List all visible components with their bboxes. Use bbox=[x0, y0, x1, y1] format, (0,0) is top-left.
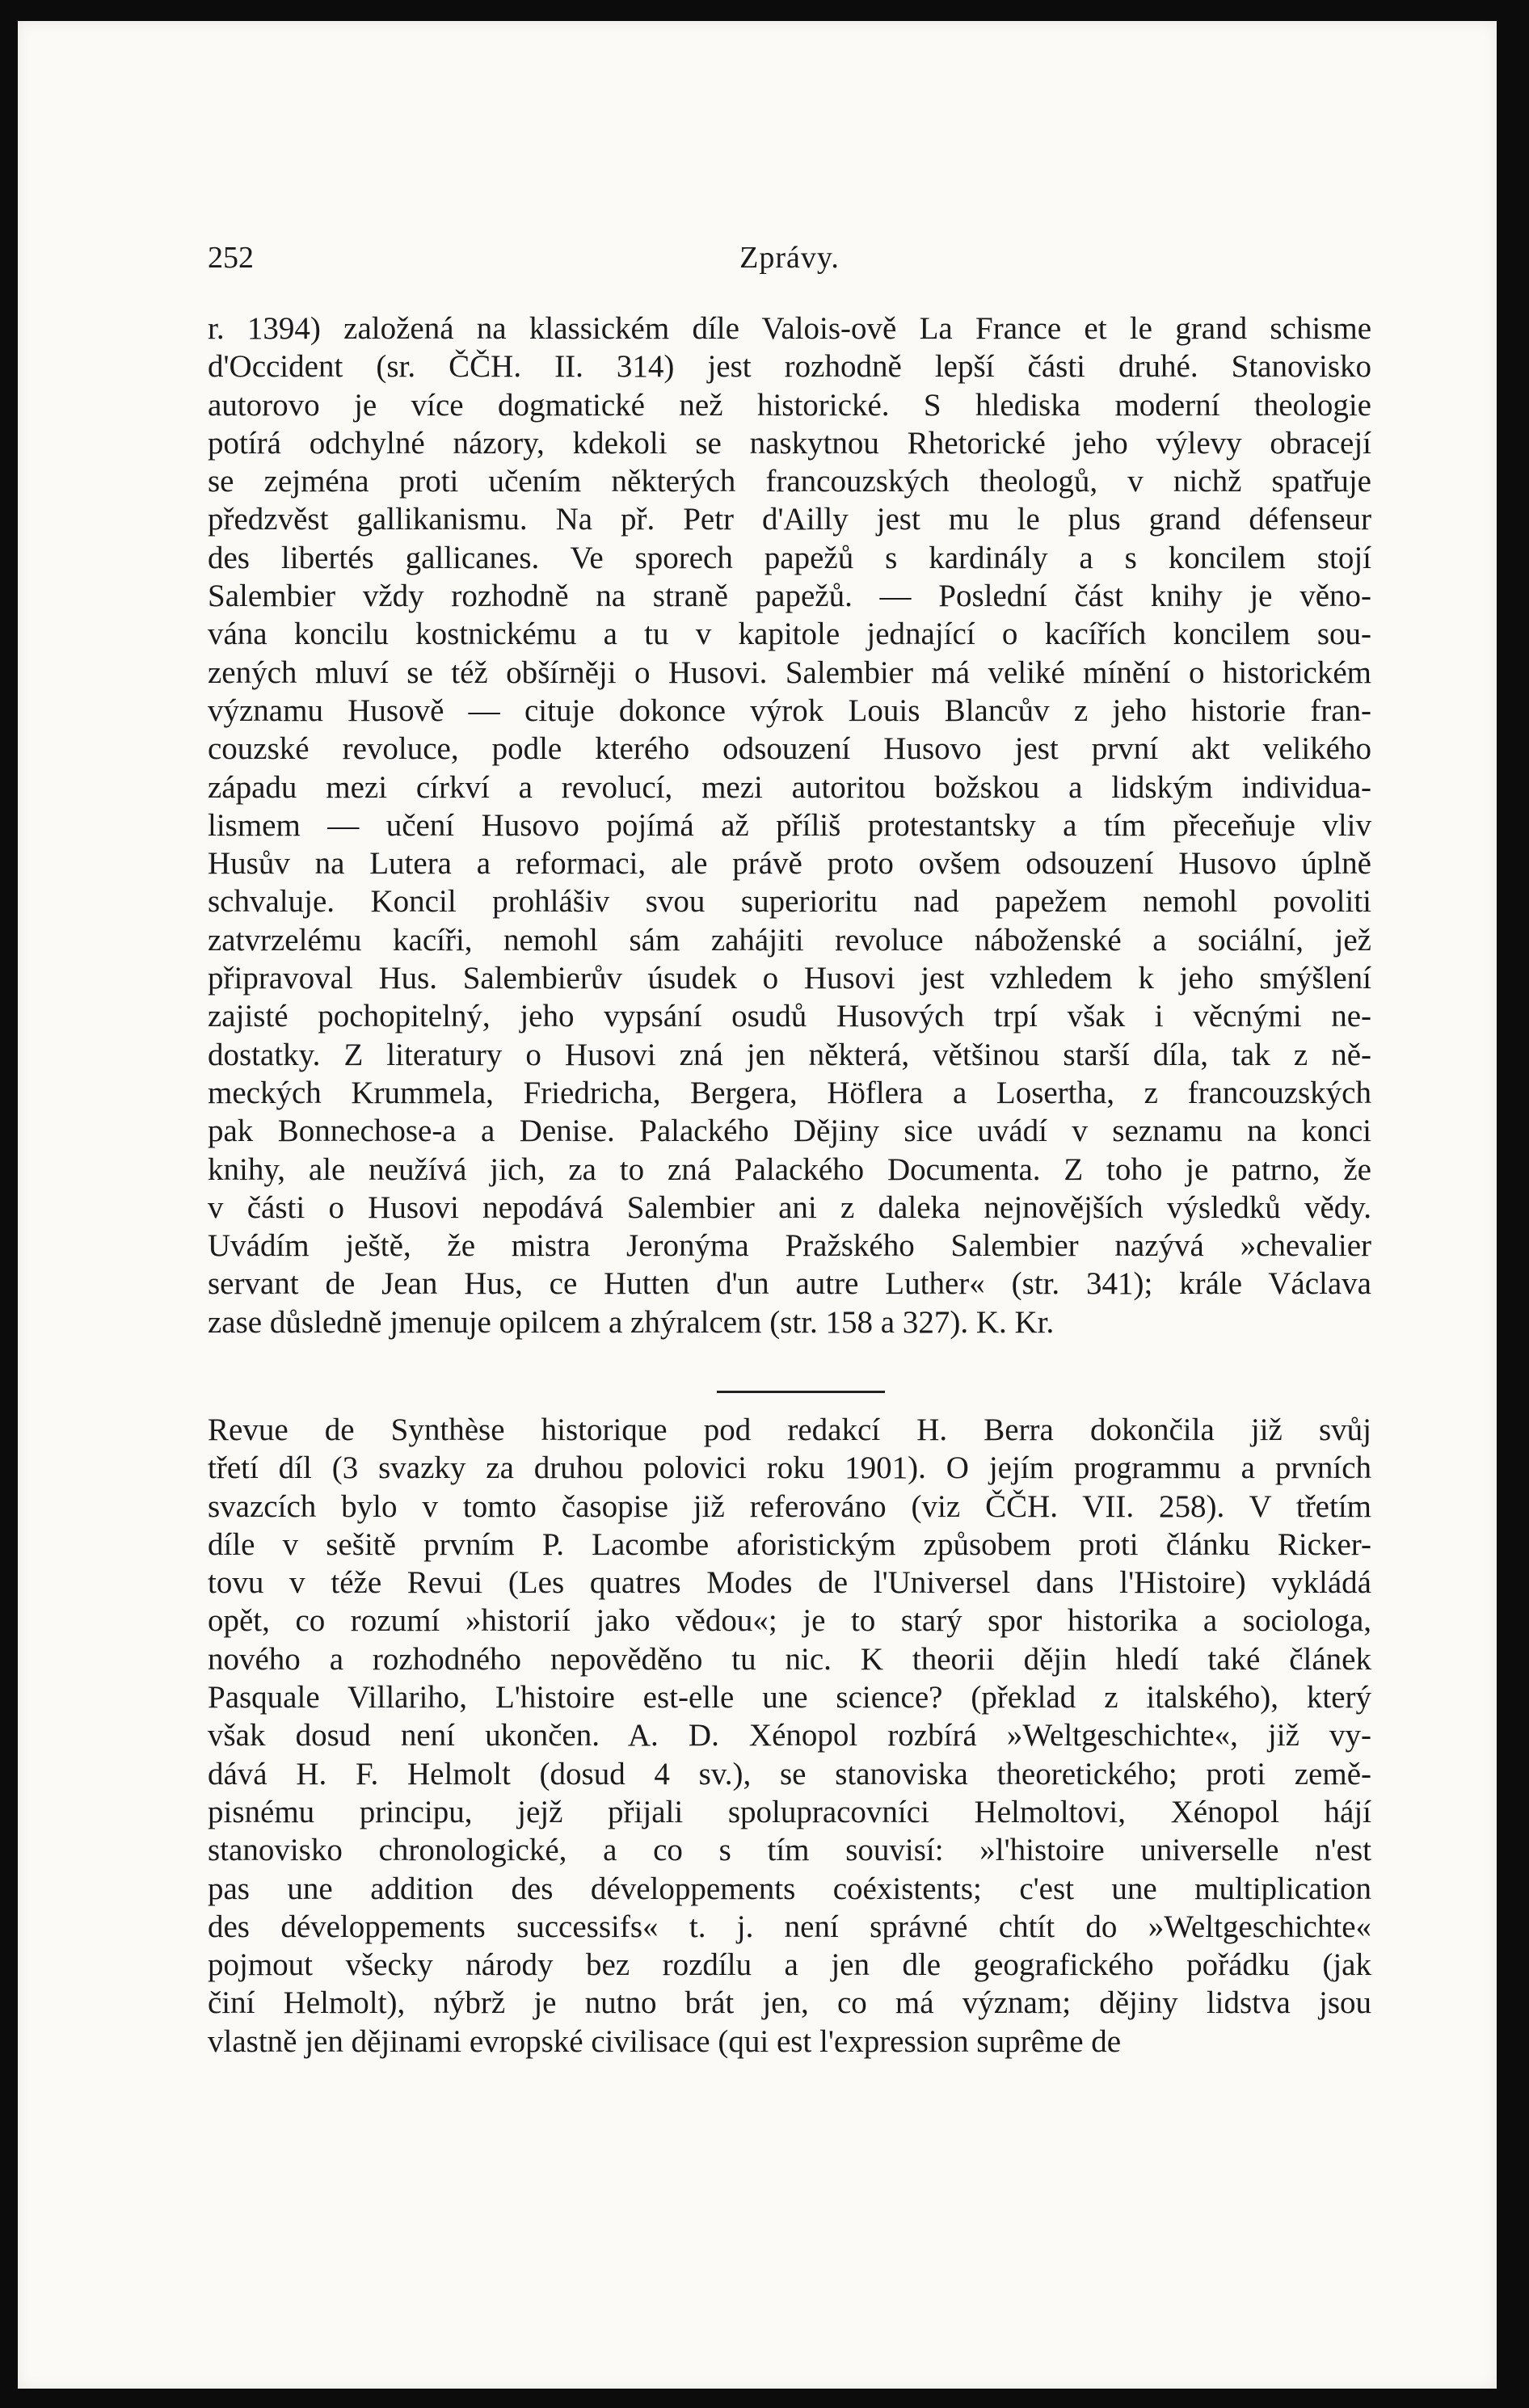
text-line: Husův na Lutera a reformaci, ale právě proto ovšem odsouzení Husovo úplně bbox=[208, 846, 1371, 882]
text-line: des développements successifs« t. j. není správné chtít do »Weltgeschichte« bbox=[208, 1909, 1371, 1944]
document-page bbox=[18, 21, 1497, 2389]
text-line: pak Bonnechose-a a Denise. Palackého Dějiny sice uvádí v seznamu na konci bbox=[208, 1113, 1371, 1149]
text-line: zajisté pochopitelný, jeho vypsání osudů Husových trpí však i věcnými ne- bbox=[208, 999, 1371, 1034]
text-line: couzské revoluce, podle kterého odsouzení Husovo jest první akt velikého bbox=[208, 731, 1371, 767]
text-line: pojmout všecky národy bez rozdílu a jen dle geografického pořádku (jak bbox=[208, 1947, 1371, 1983]
page-number: 252 bbox=[208, 241, 254, 275]
page-header bbox=[208, 238, 1371, 278]
text-line: zase důsledně jmenuje opilcem a zhýralcem (str. 158 a 327). K. Kr. bbox=[208, 1304, 1055, 1340]
text-line: v části o Husovi nepodává Salembier ani z daleka nejnovějších výsledků vědy. bbox=[208, 1189, 1371, 1225]
text-line: Uvádím ještě, že mistra Jeronýma Pražského Salembier nazývá »chevalier bbox=[208, 1228, 1371, 1264]
text-line: nového a rozhodného nepověděno tu nic. K theorii dějin hledí také článek bbox=[208, 1641, 1371, 1677]
text-line: Pasquale Villariho, L'histoire est-elle une science? (překlad z italského), který bbox=[208, 1680, 1371, 1715]
section-separator bbox=[717, 1391, 885, 1393]
text-line: schvaluje. Koncil prohlášiv svou superioritu nad papežem nemohl povoliti bbox=[208, 884, 1371, 920]
text-line: knihy, ale neužívá jich, za to zná Palackého Documenta. Z toho je patrno, že bbox=[208, 1151, 1371, 1187]
text-line: zatvrzelému kacíři, nemohl sám zahájiti revoluce náboženské a sociální, jež bbox=[208, 922, 1371, 958]
text-line: svazcích bylo v tomto časopise již referováno (viz ČČH. VII. 258). V třetím bbox=[208, 1488, 1371, 1524]
text-line: pisnému principu, jejž přijali spolupracovníci Helmoltovi, Xénopol hájí bbox=[208, 1794, 1371, 1829]
review-two-text bbox=[208, 1411, 1371, 2061]
text-line: opět, co rozumí »historií jako vědou«; je to starý spor historika a sociologa, bbox=[208, 1603, 1371, 1639]
text-line: zených mluví se též obšírněji o Husovi. Salembier má veliké mínění o historickém bbox=[208, 655, 1371, 690]
review-one-text bbox=[208, 309, 1371, 1341]
text-line: tovu v téže Revui (Les quatres Modes de l'Universel dans l'Histoire) vykládá bbox=[208, 1565, 1371, 1601]
text-line: meckých Krummela, Friedricha, Bergera, Höflera a Losertha, z francouzských bbox=[208, 1075, 1371, 1110]
text-line: des libertés gallicanes. Ve sporech papežů s kardinály a s koncilem stojí bbox=[208, 540, 1371, 575]
running-title: Zprávy. bbox=[739, 241, 840, 275]
text-line: připravoval Hus. Salembierův úsudek o Husovi jest vzhledem k jeho smýšlení bbox=[208, 961, 1371, 996]
text-line: činí Helmolt), nýbrž je nutno brát jen, co má význam; dějiny lidstva jsou bbox=[208, 1985, 1371, 2021]
text-line: autorovo je více dogmatické než historické. S hlediska moderní theologie bbox=[208, 387, 1371, 423]
text-line: pas une addition des développements coéxistents; c'est une multiplication bbox=[208, 1871, 1371, 1906]
text-line: dostatky. Z literatury o Husovi zná jen některá, většinou starší díla, tak z ně- bbox=[208, 1037, 1371, 1072]
text-line: potírá odchylné názory, kdekoli se naskytnou Rhetorické jeho výlevy obracejí bbox=[208, 425, 1371, 461]
text-line: dává H. F. Helmolt (dosud 4 sv.), se stanoviska theoretického; proti země- bbox=[208, 1756, 1371, 1791]
text-line: třetí díl (3 svazky za druhou polovici roku 1901). O jejím programmu a prvních bbox=[208, 1450, 1371, 1486]
text-line: Revue de Synthèse historique pod redakcí H. Berra dokončila již svůj bbox=[208, 1412, 1371, 1447]
text-line: Salembier vždy rozhodně na straně papežů. — Poslední část knihy je věno- bbox=[208, 579, 1371, 614]
text-line: však dosud není ukončen. A. D. Xénopol rozbírá »Weltgeschichte«, již vy- bbox=[208, 1718, 1371, 1753]
text-line: r. 1394) založená na klassickém díle Valois-ově La France et le grand schisme bbox=[208, 311, 1371, 346]
text-line: západu mezi církví a revolucí, mezi autoritou božskou a lidským individua- bbox=[208, 769, 1371, 805]
text-line: významu Husově — cituje dokonce výrok Louis Blancův z jeho historie fran- bbox=[208, 693, 1371, 728]
text-line: stanovisko chronologické, a co s tím souvisí: »l'histoire universelle n'est bbox=[208, 1833, 1371, 1868]
text-line: vlastně jen dějinami evropské civilisace (qui est l'expression suprême de bbox=[208, 2023, 1122, 2059]
text-line: díle v sešitě prvním P. Lacombe aforistickým způsobem proti článku Ricker- bbox=[208, 1526, 1371, 1562]
text-line: d'Occident (sr. ČČH. II. 314) jest rozhodně lepší části druhé. Stanovisko bbox=[208, 349, 1371, 385]
text-line: vána koncilu kostnickému a tu v kapitole jednající o kacířích koncilem sou- bbox=[208, 617, 1371, 652]
text-line: předzvěst gallikanismu. Na př. Petr d'Ailly jest mu le plus grand défenseur bbox=[208, 502, 1371, 537]
text-line: lismem — učení Husovo pojímá až příliš protestantsky a tím přeceňuje vliv bbox=[208, 807, 1371, 843]
text-line: servant de Jean Hus, ce Hutten d'un autre Luther« (str. 341); krále Václava bbox=[208, 1266, 1371, 1302]
text-line: se zejména proti učením některých francouzských theologů, v nichž spatřuje bbox=[208, 464, 1371, 499]
